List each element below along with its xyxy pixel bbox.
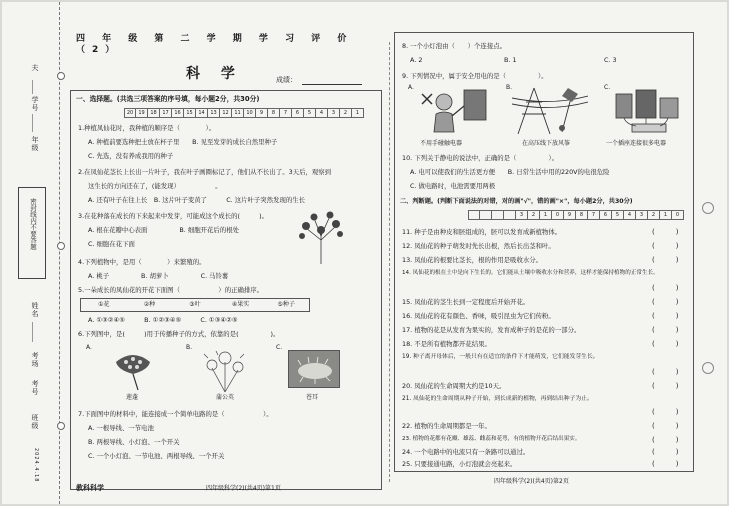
- figure-caption: 苍耳: [306, 394, 319, 401]
- score-field[interactable]: [302, 84, 362, 85]
- figure-label: B.: [506, 84, 513, 91]
- tf-answer[interactable]: ( ): [652, 256, 679, 264]
- tf-item: 12. 凤仙花的种子萌发时先长出根，然后长出茎和叶。: [402, 242, 555, 250]
- grid-cell[interactable]: 3: [328, 108, 340, 118]
- sealed-notice-text: 密封线内不要答题: [29, 198, 37, 250]
- sequence-item: ⑤种子: [277, 301, 295, 309]
- binding-hole-icon: [702, 202, 714, 214]
- grid-cell[interactable]: 4: [316, 108, 328, 118]
- question-2-options: A. 还有叶子在往上长 B. 这片叶子变黄了 C. 这片叶子突然发现的生长: [88, 196, 306, 204]
- margin-label: 年级: [31, 136, 39, 152]
- grid-cell[interactable]: [480, 210, 492, 220]
- tf-answer[interactable]: ( ): [652, 382, 679, 390]
- margin-label: 夫: [31, 64, 39, 72]
- subject-title: 科 学: [186, 66, 243, 82]
- grid-cell[interactable]: [504, 210, 516, 220]
- tf-item: 23. 植物的花都有花瓣、雄蕊、雌蕊和花萼，有的植物开花后结出果实。: [402, 436, 581, 442]
- grid-cell[interactable]: 6: [600, 210, 612, 220]
- figure-caption: 一个插座连接很多电器: [606, 140, 667, 147]
- grid-cell[interactable]: 13: [208, 108, 220, 118]
- grid-cell[interactable]: 0: [552, 210, 564, 220]
- tf-item: 19. 种子离开母体后，一般只有在适宜的条件下才能萌发，它们能发芽生长。: [402, 354, 599, 360]
- tf-item: 24. 一个电路中的电流只有一条路可以通过。: [402, 448, 530, 456]
- question-1: 1.种植凤仙花时，我种植的顺序是（ ）。: [78, 124, 216, 132]
- grid-cell[interactable]: [468, 210, 480, 220]
- question-8: 8. 一个小灯泡由（ ）个连接点。: [402, 42, 506, 50]
- section2-heading: 二、判断题。(判断下面说法的对错，对的画"√"，错的画"×"，每小题2分，共30分): [400, 198, 633, 205]
- question-5-options: A. ①③②④⑤ B. ①②③④⑤ C. ①③④②⑤: [88, 316, 238, 324]
- tf-item: 20. 凤仙花的生命周期大约是10天。: [402, 382, 506, 390]
- margin-label: 考场: [31, 352, 39, 368]
- binding-hole: [57, 242, 65, 250]
- wet-hands-figure: [418, 84, 490, 136]
- right-page: [394, 32, 694, 492]
- question-8-option-a: A. 2: [410, 56, 423, 64]
- figure-label: C.: [604, 84, 611, 91]
- grid-cell[interactable]: 10: [244, 108, 256, 118]
- question-9: 9. 下列情况中，属于安全用电的是（ ）。: [402, 72, 548, 80]
- sequence-item: ②种: [143, 301, 156, 309]
- sequence-item: ④果实: [231, 301, 250, 309]
- question-7-option-b: B. 两根导线、小灯泡、一个开关: [88, 438, 180, 446]
- dandelion-figure: [200, 348, 250, 394]
- question-3-options: A. 根在花瓣中心表面 B. 细胞开花后的根处: [88, 226, 239, 234]
- score-label: 成绩：: [276, 76, 297, 84]
- sequence-item: ①花: [98, 301, 110, 309]
- tf-item: 16. 凤仙花的花有颜色、香味，吸引昆虫为它们传粉。: [402, 312, 555, 320]
- tf-item: 14. 凤仙花的根在土中是向下生长的。它们能从土壤中吸收水分和营养，这样才能保持植物的正常生长。: [402, 270, 659, 276]
- date-stamp: 2024.4.18: [33, 448, 39, 483]
- figure-caption: 蒲公英: [216, 394, 235, 401]
- tf-answer[interactable]: ( ): [652, 340, 679, 348]
- grid-cell[interactable]: 17: [160, 108, 172, 118]
- tf-answer[interactable]: ( ): [652, 422, 679, 430]
- tf-answer[interactable]: ( ): [652, 326, 679, 334]
- tf-answer[interactable]: ( ): [652, 284, 679, 292]
- question-7: 7.下面图中的材料中，能连接成一个简单电路的是（ ）。: [78, 410, 273, 418]
- grid-cell[interactable]: 19: [136, 108, 148, 118]
- page-divider: [389, 42, 390, 482]
- tf-answer[interactable]: ( ): [652, 242, 679, 250]
- grid-cell[interactable]: 18: [148, 108, 160, 118]
- grid-cell[interactable]: 20: [124, 108, 136, 118]
- tf-answer[interactable]: ( ): [652, 436, 679, 444]
- tf-item: 25. 只要接通电路，小灯泡就会亮起来。: [402, 460, 517, 468]
- question-7-option-a: A. 一根导线、一节电池: [88, 424, 154, 432]
- exam-sheet: [2, 2, 727, 504]
- tf-answer[interactable]: ( ): [652, 298, 679, 306]
- footer-page-number: 四年级科学(2)(共4页)第1页: [206, 485, 281, 492]
- margin-line: [32, 114, 33, 132]
- tf-item: 17. 植物的花是从发育为果实的，发育成种子的是花的一部分。: [402, 326, 581, 334]
- grid-cell[interactable]: 9: [564, 210, 576, 220]
- sealed-notice-box: [18, 187, 46, 279]
- grid-cell[interactable]: 16: [172, 108, 184, 118]
- question-10-options: A. 电可以使我们的生活更方便 B. 日常生活中用的220V的电很危险: [410, 168, 610, 176]
- grid-cell[interactable]: 14: [196, 108, 208, 118]
- grid-cell[interactable]: 0: [672, 210, 684, 220]
- growth-sequence: [80, 298, 310, 312]
- flower-cluster-figure: [292, 210, 350, 266]
- grid-cell[interactable]: 5: [304, 108, 316, 118]
- lotus-pod-figure: [110, 348, 156, 392]
- tf-item: 18. 不是所有植物都开花结果。: [402, 340, 491, 348]
- grid-cell[interactable]: 2: [648, 210, 660, 220]
- question-1-options: A. 种植前要选种把土放在杯子里 B. 见至发芽的成长自然里种子: [88, 138, 278, 146]
- question-7-option-c: C. 一个小灯泡、一节电池、两根导线、一个开关: [88, 452, 225, 460]
- tf-answer[interactable]: ( ): [652, 368, 679, 376]
- grid-cell[interactable]: 7: [280, 108, 292, 118]
- tf-item: 21. 凤仙花的生命周期从种子开始，到长成新的植物，再到结出种子为止。: [402, 396, 593, 402]
- question-3-options: C. 细胞在花下面: [88, 240, 135, 248]
- grid-cell[interactable]: 15: [184, 108, 196, 118]
- question-2: 2.在凤仙花茎长上长出一片叶子，我在叶子画圈标记了，他们从不长出了。3天后，观察到: [78, 168, 332, 176]
- figure-caption: 莲蓬: [126, 394, 139, 401]
- margin-label: 姓名: [31, 302, 39, 318]
- tf-answer[interactable]: ( ): [652, 448, 679, 456]
- question-4: 4.下列植物中，是用（ ）来繁殖的。: [78, 258, 206, 266]
- overloaded-socket-figure: [612, 84, 684, 138]
- margin-label: 班级: [31, 414, 39, 430]
- binding-hole-icon: [702, 362, 714, 374]
- tf-item: 13. 凤仙花的根要比茎长，根的作用是吸收水分。: [402, 256, 543, 264]
- tf-answer[interactable]: ( ): [652, 312, 679, 320]
- grid-cell[interactable]: 2: [340, 108, 352, 118]
- question-2-cont: 这生长的方向还在了，(能发现） 。: [88, 182, 222, 190]
- binding-hole: [57, 422, 65, 430]
- grid-cell[interactable]: 3: [516, 210, 528, 220]
- tf-answer[interactable]: ( ): [652, 408, 679, 416]
- grid-cell[interactable]: 7: [588, 210, 600, 220]
- left-page: [66, 32, 384, 492]
- figure-label: A.: [408, 84, 414, 91]
- margin-label: 考号: [31, 380, 39, 396]
- binding-margin: [2, 2, 60, 504]
- question-10-options: C. 做电路时，电池需要用两极: [410, 182, 496, 190]
- grid-cell[interactable]: 1: [660, 210, 672, 220]
- question-8-option-c: C. 3: [604, 56, 617, 64]
- grid-cell[interactable]: 6: [292, 108, 304, 118]
- figure-label: B.: [186, 344, 193, 351]
- margin-line: [32, 80, 33, 94]
- grid-cell[interactable]: 1: [540, 210, 552, 220]
- grid-cell[interactable]: [492, 210, 504, 220]
- tf-answer-grid: [468, 210, 684, 220]
- figure-label: C.: [276, 344, 283, 351]
- sequence-item: ③叶: [189, 301, 201, 309]
- binding-hole: [57, 72, 65, 80]
- cocklebur-photo: [288, 350, 340, 388]
- tf-answer[interactable]: ( ): [652, 228, 679, 236]
- cocklebur-icon: [289, 351, 341, 389]
- figure-caption: 在高压线下放风筝: [522, 140, 571, 147]
- grid-cell[interactable]: 5: [612, 210, 624, 220]
- tf-item: 22. 植物的生命周期都是一年。: [402, 422, 491, 430]
- footer-page-number: 四年级科学(2)(共4页)第2页: [494, 478, 569, 485]
- question-1-options: C. 先选，没有养成我用的种子: [88, 152, 174, 160]
- tf-item: 15. 凤仙花的茎生长到一定程度后开始开花。: [402, 298, 530, 306]
- grid-cell[interactable]: 1: [352, 108, 364, 118]
- section1-heading: 一、选择题。(共选三项答案的序号填，每小题2分，共30分): [76, 95, 260, 103]
- question-10: 10. 下列关于静电的说法中，正确的是（ ）。: [402, 154, 558, 162]
- tf-answer[interactable]: ( ): [652, 460, 679, 468]
- question-6: 6.下列图中，是( )用于传播种子的方式，依靠的是( )。: [78, 330, 280, 338]
- figure-caption: 不用手碰触电器: [420, 140, 463, 147]
- question-8-option-b: B. 1: [504, 56, 517, 64]
- grid-cell[interactable]: 12: [220, 108, 232, 118]
- answer-grid: [124, 108, 364, 118]
- kite-power-line-figure: [512, 84, 588, 138]
- margin-line: [32, 322, 33, 342]
- grid-cell[interactable]: 2: [528, 210, 540, 220]
- grid-cell[interactable]: 3: [636, 210, 648, 220]
- page-title: 四 年 级 第 二 学 期 学 习 评 价（2）: [76, 34, 354, 56]
- figure-label: A.: [86, 344, 92, 351]
- tf-item: 11. 种子是由种皮和胚组成的，胚可以发育成新植物体。: [402, 228, 562, 236]
- footer-publisher: 教科科学: [76, 484, 104, 492]
- margin-label: 学号: [31, 96, 39, 112]
- grid-cell[interactable]: 4: [624, 210, 636, 220]
- grid-cell[interactable]: 11: [232, 108, 244, 118]
- grid-cell[interactable]: 8: [268, 108, 280, 118]
- grid-cell[interactable]: 8: [576, 210, 588, 220]
- question-3: 3.在花种落在成长的下来起来中发芽，可能成这个成长的( )。: [78, 212, 269, 220]
- question-5: 5.一朵成长的凤仙花的开花下面图（ ）的正确排序。: [78, 286, 264, 294]
- question-4-options: A. 桃子 B. 胡萝卜 C. 马铃薯: [88, 272, 229, 280]
- grid-cell[interactable]: 9: [256, 108, 268, 118]
